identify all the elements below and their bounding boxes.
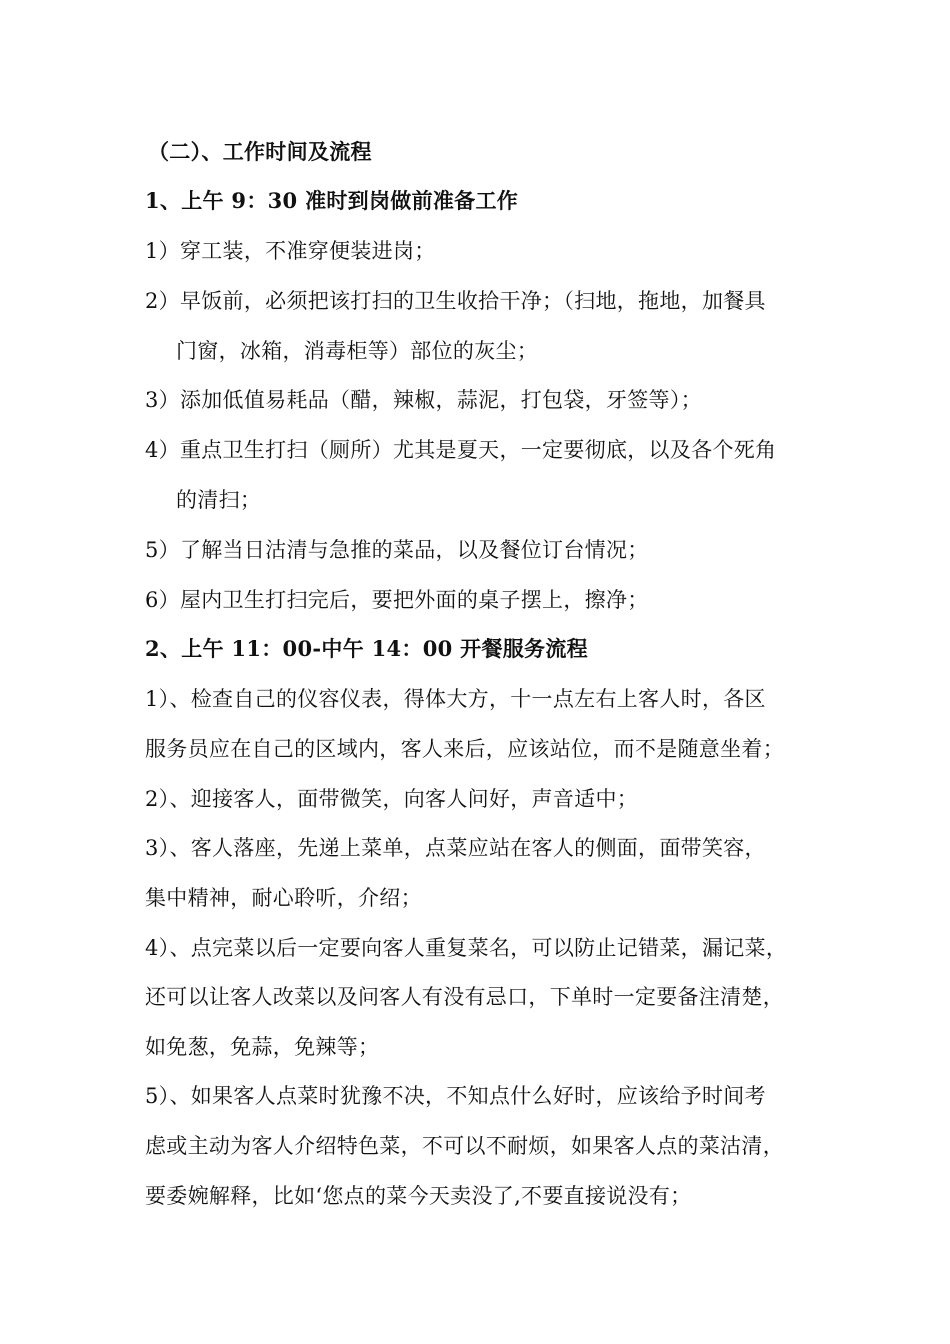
part2-item-1: 1）、检查自己的仪容仪表，得体大方，十一点左右上客人时，各区 (145, 687, 766, 711)
part1-heading: 1、上午 9：30 准时到岗做前准备工作 (145, 188, 519, 213)
part1-item-4-continued: 的清扫； (176, 488, 262, 512)
part2-item-2: 2）、迎接客人，面带微笑，向客人问好，声音适中； (145, 787, 639, 811)
part1-item-2-continued: 门窗，冰箱，消毒柜等）部位的灰尘； (176, 339, 539, 363)
section-title: （二）、工作时间及流程 (148, 139, 372, 164)
part2-item-5: 5）、如果客人点菜时犹豫不决，不知点什么好时，应该给予时间考 (145, 1084, 766, 1108)
part2-item-4: 4）、点完菜以后一定要向客人重复菜名，可以防止记错菜，漏记菜， (145, 936, 788, 960)
part2-item-1-continued: 服务员应在自己的区域内，客人来后，应该站位，而不是随意坐着； (145, 737, 784, 761)
part1-item-2: 2）早饭前，必须把该打扫的卫生收拾干净；（扫地，拖地，加餐具 (145, 289, 766, 313)
part2-item-5-continued: 虑或主动为客人介绍特色菜，不可以不耐烦，如果客人点的菜沽清， (145, 1134, 784, 1158)
part2-item-3: 3）、客人落座，先递上菜单，点菜应站在客人的侧面，面带笑容， (145, 836, 766, 860)
part1-item-4: 4）重点卫生打扫（厕所）尤其是夏天，一定要彻底，以及各个死角 (145, 438, 777, 462)
part1-item-1: 1）穿工装，不准穿便装进岗； (145, 239, 436, 263)
part1-item-3: 3）添加低值易耗品（醋，辣椒，蒜泥，打包袋，牙签等）； (145, 388, 702, 412)
part2-item-4-continued-2: 如免葱，免蒜，免辣等； (145, 1035, 380, 1059)
part2-item-5-continued-2: 要委婉解释，比如‘您点的菜今天卖没了,不要直接说没有； (145, 1184, 692, 1208)
part2-item-3-continued: 集中精神，耐心聆听，介绍； (145, 886, 422, 910)
part1-item-6: 6）屋内卫生打扫完后，要把外面的桌子摆上，擦净； (145, 588, 649, 612)
part2-item-4-continued: 还可以让客人改菜以及问客人有没有忌口，下单时一定要备注清楚， (145, 985, 784, 1009)
part2-heading: 2、上午 11：00-中午 14：00 开餐服务流程 (145, 636, 588, 661)
part1-item-5: 5）了解当日沽清与急推的菜品，以及餐位订台情况； (145, 538, 649, 562)
